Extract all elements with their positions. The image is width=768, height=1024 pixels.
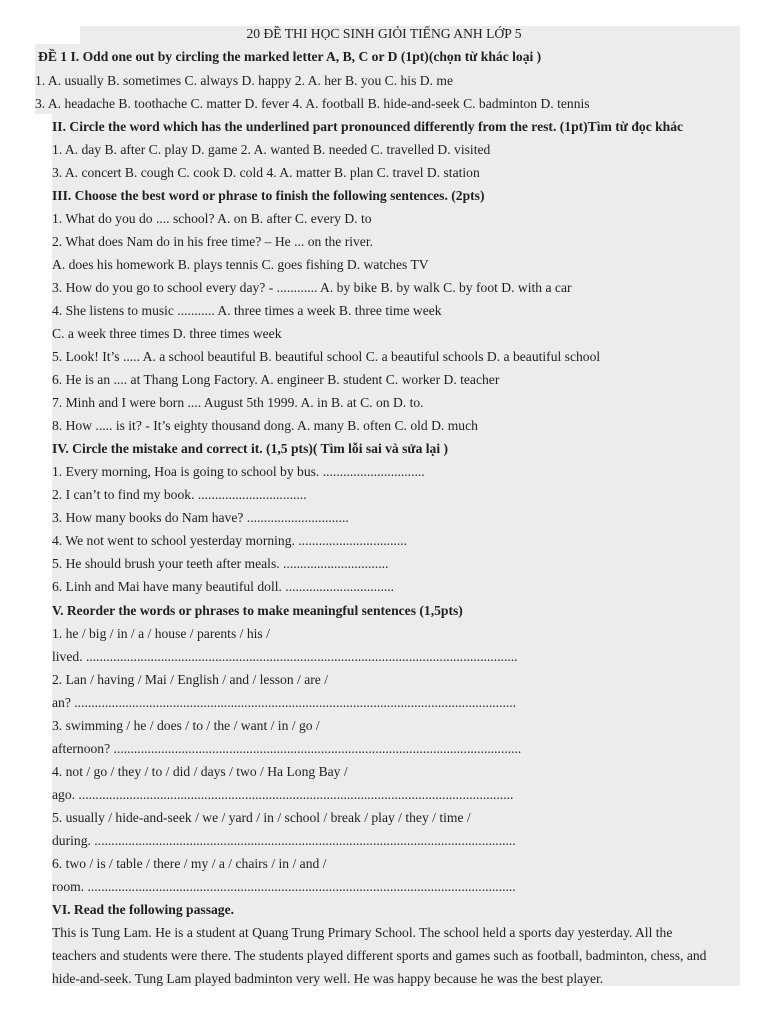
answer-line: ago. ................................................................................................................................ [52, 787, 514, 802]
question-line: 4. not / go / they / to / did / days / two / Ha Long Bay / [52, 764, 348, 779]
question-line: 6. two / is / table / there / my / a / chairs / in / and / [52, 856, 327, 871]
question-line: A. does his homework B. plays tennis C. goes fishing D. watches TV [52, 257, 429, 272]
passage-line: This is Tung Lam. He is a student at Quang Trung Primary School. The school held a sports day yesterday. All the [52, 925, 673, 940]
question-line: 6. He is an .... at Thang Long Factory. A. engineer B. student C. worker D. teacher [52, 372, 500, 387]
question-line: 8. How ..... is it? - It’s eighty thousand dong. A. many B. often C. old D. much [52, 418, 478, 433]
question-line: 3. A. headache B. toothache C. matter D. fever 4. A. football B. hide-and-seek C. badminton D. tennis [35, 96, 590, 111]
question-line: 7. Minh and I were born .... August 5th 1999. A. in B. at C. on D. to. [52, 395, 424, 410]
question-line: C. a week three times D. three times week [52, 326, 282, 341]
section-3-heading: III. Choose the best word or phrase to finish the following sentences. (2pts) [52, 188, 485, 203]
question-line: 4. We not went to school yesterday morning. ................................ [52, 533, 408, 548]
answer-line: afternoon? ........................................................................................................................ [52, 741, 522, 756]
question-line: 2. What does Nam do in his free time? – He ... on the river. [52, 234, 374, 249]
question-line: 5. Look! It’s ..... A. a school beautiful B. beautiful school C. a beautiful schools D. a beautiful school [52, 349, 601, 364]
section-5-heading: V. Reorder the words or phrases to make meaningful sentences (1,5pts) [52, 603, 463, 618]
section-2-heading: II. Circle the word which has the underlined part pronounced differently from the rest. (1pt)Tìm từ đọc khác [52, 119, 684, 134]
answer-line: room. .............................................................................................................................. [52, 879, 516, 894]
question-line: 3. How do you go to school every day? - ............ A. by bike B. by walk C. by foot D. with a car [52, 280, 572, 295]
question-line: 3. A. concert B. cough C. cook D. cold 4. A. matter B. plan C. travel D. station [52, 165, 480, 180]
question-line: 5. usually / hide-and-seek / we / yard / in / school / break / play / they / time / [52, 810, 471, 825]
question-line: 3. How many books do Nam have? .............................. [52, 510, 349, 525]
question-line: 6. Linh and Mai have many beautiful doll. ................................ [52, 579, 395, 594]
passage-line: hide-and-seek. Tung Lam played badminton very well. He was happy because he was the best player. [52, 971, 604, 986]
section-4-heading: IV. Circle the mistake and correct it. (1,5 pts)( Tìm lỗi sai và sửa lại ) [52, 441, 449, 456]
page-title: 20 ĐỀ THI HỌC SINH GIỎI TIẾNG ANH LỚP 5 [246, 26, 522, 41]
passage-line: teachers and students were there. The students played different sports and games such as football, badminton, chess, and [52, 948, 707, 963]
section-1-heading: ĐỀ 1 I. Odd one out by circling the marked letter A, B, C or D (1pt)(chọn từ khác loại ) [38, 49, 542, 64]
question-line: 1. A. usually B. sometimes C. always D. happy 2. A. her B. you C. his D. me [35, 73, 453, 88]
question-line: 1. What do you do .... school? A. on B. after C. every D. to [52, 211, 372, 226]
answer-line: an? .................................................................................................................................. [52, 695, 517, 710]
answer-line: during. ............................................................................................................................ [52, 833, 516, 848]
answer-line: lived. ............................................................................................................................... [52, 649, 518, 664]
question-line: 5. He should brush your teeth after meals. ............................... [52, 556, 389, 571]
question-line: 1. A. day B. after C. play D. game 2. A. wanted B. needed C. travelled D. visited [52, 142, 491, 157]
question-line: 1. Every morning, Hoa is going to school by bus. .............................. [52, 464, 425, 479]
question-line: 2. I can’t to find my book. ................................ [52, 487, 307, 502]
question-line: 2. Lan / having / Mai / English / and / lesson / are / [52, 672, 328, 687]
question-line: 1. he / big / in / a / house / parents / his / [52, 626, 270, 641]
question-line: 3. swimming / he / does / to / the / want / in / go / [52, 718, 320, 733]
section-6-heading: VI. Read the following passage. [52, 902, 235, 917]
question-line: 4. She listens to music ........... A. three times a week B. three time week [52, 303, 442, 318]
